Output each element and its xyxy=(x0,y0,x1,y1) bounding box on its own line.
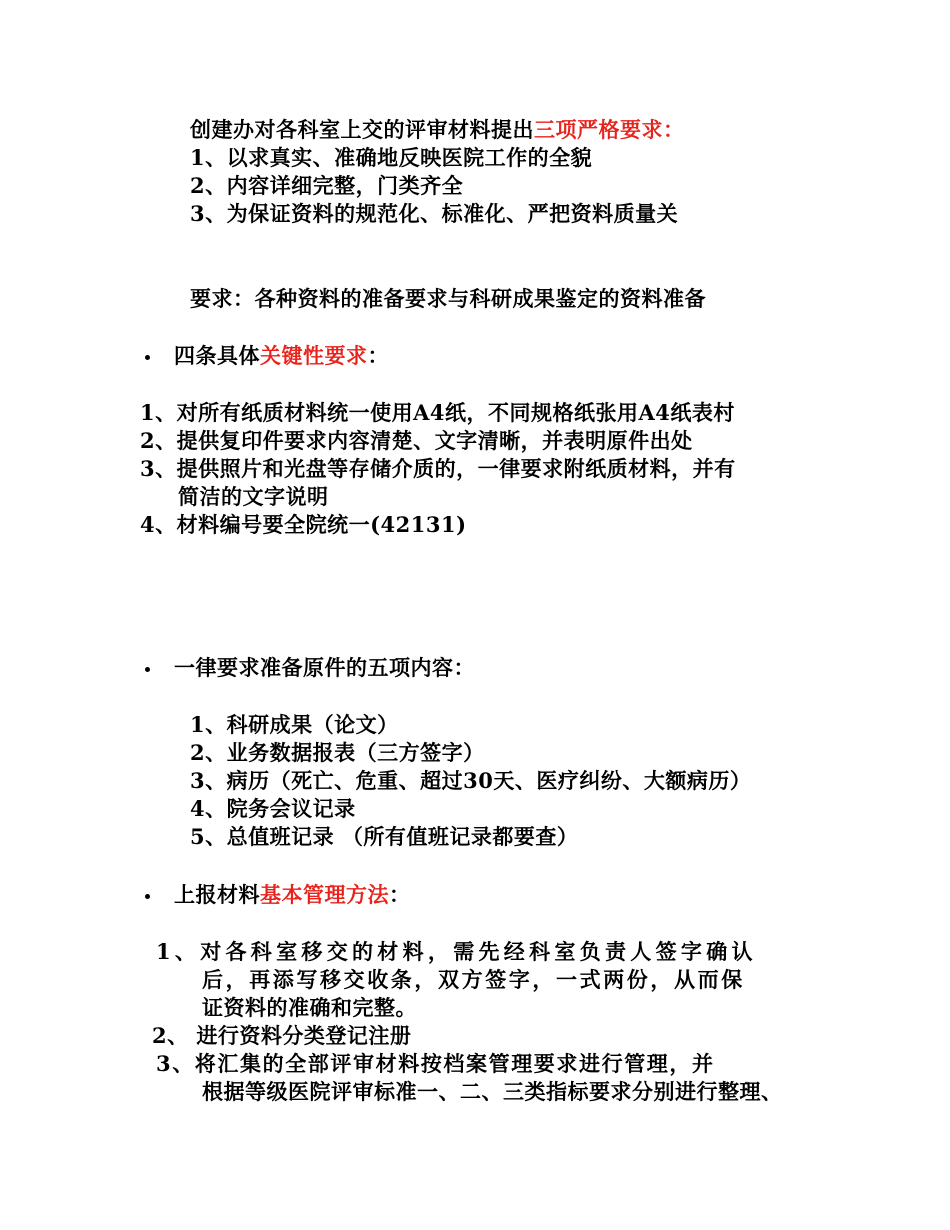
section3-heading xyxy=(174,343,389,369)
section3-heading-highlight: 关键性要求 xyxy=(260,343,368,368)
section4-item-2: 2、业务数据报表（三方签字） xyxy=(190,740,485,765)
section5-item-1-cont: 后，再添写移交收条，双方签字，一式两份，从而保 xyxy=(202,967,745,992)
section4-item-5: 5、总值班记录 （所有值班记录都要查） xyxy=(190,824,579,849)
section4-item-3: 3、病历（死亡、危重、超过30天、医疗纠纷、大额病历） xyxy=(190,768,752,793)
section3-item-3-cont: 简洁的文字说明 xyxy=(178,484,329,509)
section3-item-1: 1、对所有纸质材料统一使用A4纸，不同规格纸张用A4纸表村 xyxy=(140,400,735,425)
section1-intro-prefix: 创建办对各科室上交的评审材料提出 xyxy=(190,117,534,142)
section1-intro xyxy=(190,117,685,143)
section5-item-1-end: 证资料的准确和完整。 xyxy=(202,995,417,1020)
section4-item-1: 1、科研成果（论文） xyxy=(190,712,399,737)
section3-item-3: 3、提供照片和光盘等存储介质的，一律要求附纸质材料，并有 xyxy=(140,456,736,481)
section5-heading-prefix: 上报材料 xyxy=(174,882,260,907)
bullet-dot xyxy=(145,355,150,360)
section5-item-3-cont: 根据等级医院评审标准一、二、三类指标要求分别进行整理、 xyxy=(202,1079,783,1104)
bullet-dot xyxy=(145,667,150,672)
section3-heading-suffix: ： xyxy=(367,343,389,368)
section4-heading: 一律要求准备原件的五项内容： xyxy=(174,655,475,680)
section2-requirement: 要求：各种资料的准备要求与科研成果鉴定的资料准备 xyxy=(190,286,706,311)
section1-item-2: 2、内容详细完整，门类齐全 xyxy=(190,173,464,198)
section5-item-2: 2、 进行资料分类登记注册 xyxy=(152,1023,412,1048)
section1-item-1: 1、以求真实、准确地反映医院工作的全貌 xyxy=(190,145,593,170)
section5-heading-highlight: 基本管理方法 xyxy=(260,882,389,907)
section5-item-1: 1、对各科室移交的材料，需先经科室负责人签字确认 xyxy=(156,939,757,964)
section5-heading-suffix: ： xyxy=(389,882,411,907)
section4-item-4: 4、院务会议记录 xyxy=(190,796,356,821)
bullet-dot xyxy=(145,894,150,899)
section5-heading xyxy=(174,882,411,908)
section3-item-2: 2、提供复印件要求内容清楚、文字清晰，并表明原件出处 xyxy=(140,428,693,453)
section1-intro-highlight: 三项严格要求： xyxy=(534,117,685,142)
section1-item-3: 3、为保证资料的规范化、标准化、严把资料质量关 xyxy=(190,201,679,226)
section3-heading-prefix: 四条具体 xyxy=(174,343,260,368)
section5-item-3: 3、将汇集的全部评审材料按档案管理要求进行管理，并 xyxy=(156,1051,715,1076)
section3-item-4: 4、材料编号要全院统一(42131) xyxy=(140,512,467,537)
